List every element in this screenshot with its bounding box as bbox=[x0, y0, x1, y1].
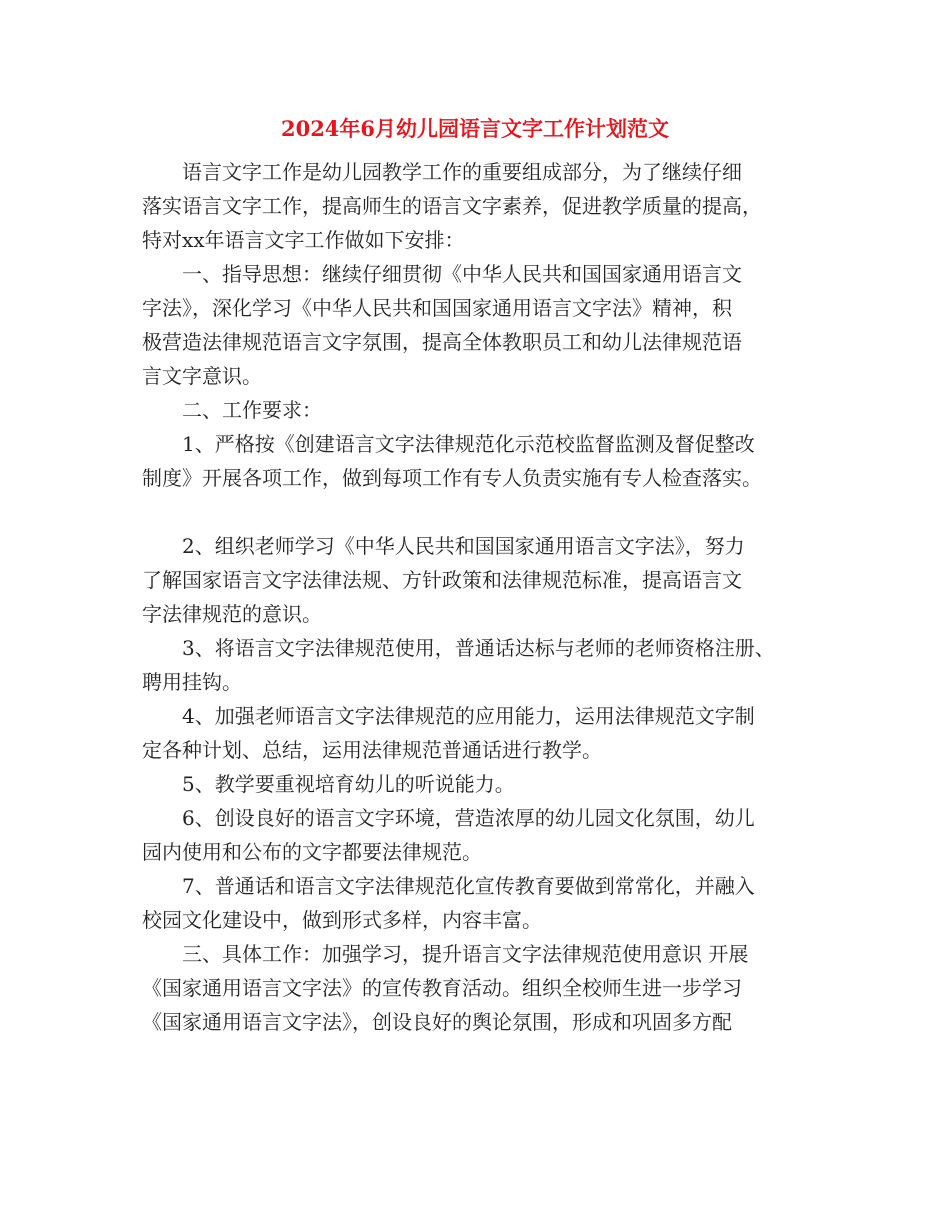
paragraph-line: 定各种计划、总结，运用法律规范普通话进行教学。 bbox=[142, 738, 602, 762]
paragraph-line: 园内使用和公布的文字都要法律规范。 bbox=[142, 840, 482, 864]
paragraph-line: 聘用挂钩。 bbox=[142, 670, 242, 694]
document-title: 2024年6月幼儿园语言文字工作计划范文 bbox=[280, 116, 670, 141]
paragraph-line: 语言文字工作是幼儿园教学工作的重要组成部分，为了继续仔细 bbox=[182, 160, 742, 184]
paragraph-line: 制度》开展各项工作，做到每项工作有专人负责实施有专人检查落实。 bbox=[142, 466, 762, 490]
paragraph-line: 4、加强老师语言文字法律规范的应用能力，运用法律规范文字制 bbox=[182, 704, 755, 728]
paragraph-line: 1、严格按《创建语言文字法律规范化示范校监督监测及督促整改 bbox=[182, 432, 755, 456]
document-body bbox=[142, 155, 822, 1039]
paragraph-line: 三、具体工作：加强学习，提升语言文字法律规范使用意识 开展 bbox=[182, 942, 749, 966]
paragraph-line: 7、普通话和语言文字法律规范化宣传教育要做到常常化，并融入 bbox=[182, 874, 755, 898]
paragraph-line: 3、将语言文字法律规范使用，普通话达标与老师的老师资格注册、 bbox=[182, 636, 775, 660]
paragraph-line: 一、指导思想：继续仔细贯彻《中华人民共和国国家通用语言文 bbox=[182, 262, 742, 286]
paragraph-line: 6、创设良好的语言文字环境，营造浓厚的幼儿园文化氛围，幼儿 bbox=[182, 806, 755, 830]
paragraph-line: 《国家通用语言文字法》的宣传教育活动。组织全校师生进一步学习 bbox=[142, 976, 742, 1000]
paragraph-line: 了解国家语言文字法律法规、方针政策和法律规范标准，提高语言文 bbox=[142, 568, 742, 592]
paragraph-line: 校园文化建设中，做到形式多样，内容丰富。 bbox=[142, 908, 542, 932]
paragraph-line: 字法》，深化学习《中华人民共和国国家通用语言文字法》精神，积 bbox=[142, 296, 732, 320]
paragraph-line: 极营造法律规范语言文字氛围，提高全体教职员工和幼儿法律规范语 bbox=[142, 330, 742, 354]
section-heading: 二、工作要求： bbox=[182, 398, 322, 422]
paragraph-line: 字法律规范的意识。 bbox=[142, 602, 322, 626]
paragraph-line: 言文字意识。 bbox=[142, 364, 262, 388]
paragraph-line: 《国家通用语言文字法》，创设良好的舆论氛围，形成和巩固多方配 bbox=[142, 1010, 732, 1034]
paragraph-line: 特对xx年语言文字工作做如下安排： bbox=[142, 228, 465, 252]
paragraph-line: 2、组织老师学习《中华人民共和国国家通用语言文字法》，努力 bbox=[182, 534, 745, 558]
blank-line bbox=[142, 495, 822, 529]
paragraph-line: 5、教学要重视培育幼儿的听说能力。 bbox=[182, 772, 515, 796]
paragraph-line: 落实语言文字工作，提高师生的语言文字素养，促进教学质量的提高， bbox=[142, 194, 762, 218]
